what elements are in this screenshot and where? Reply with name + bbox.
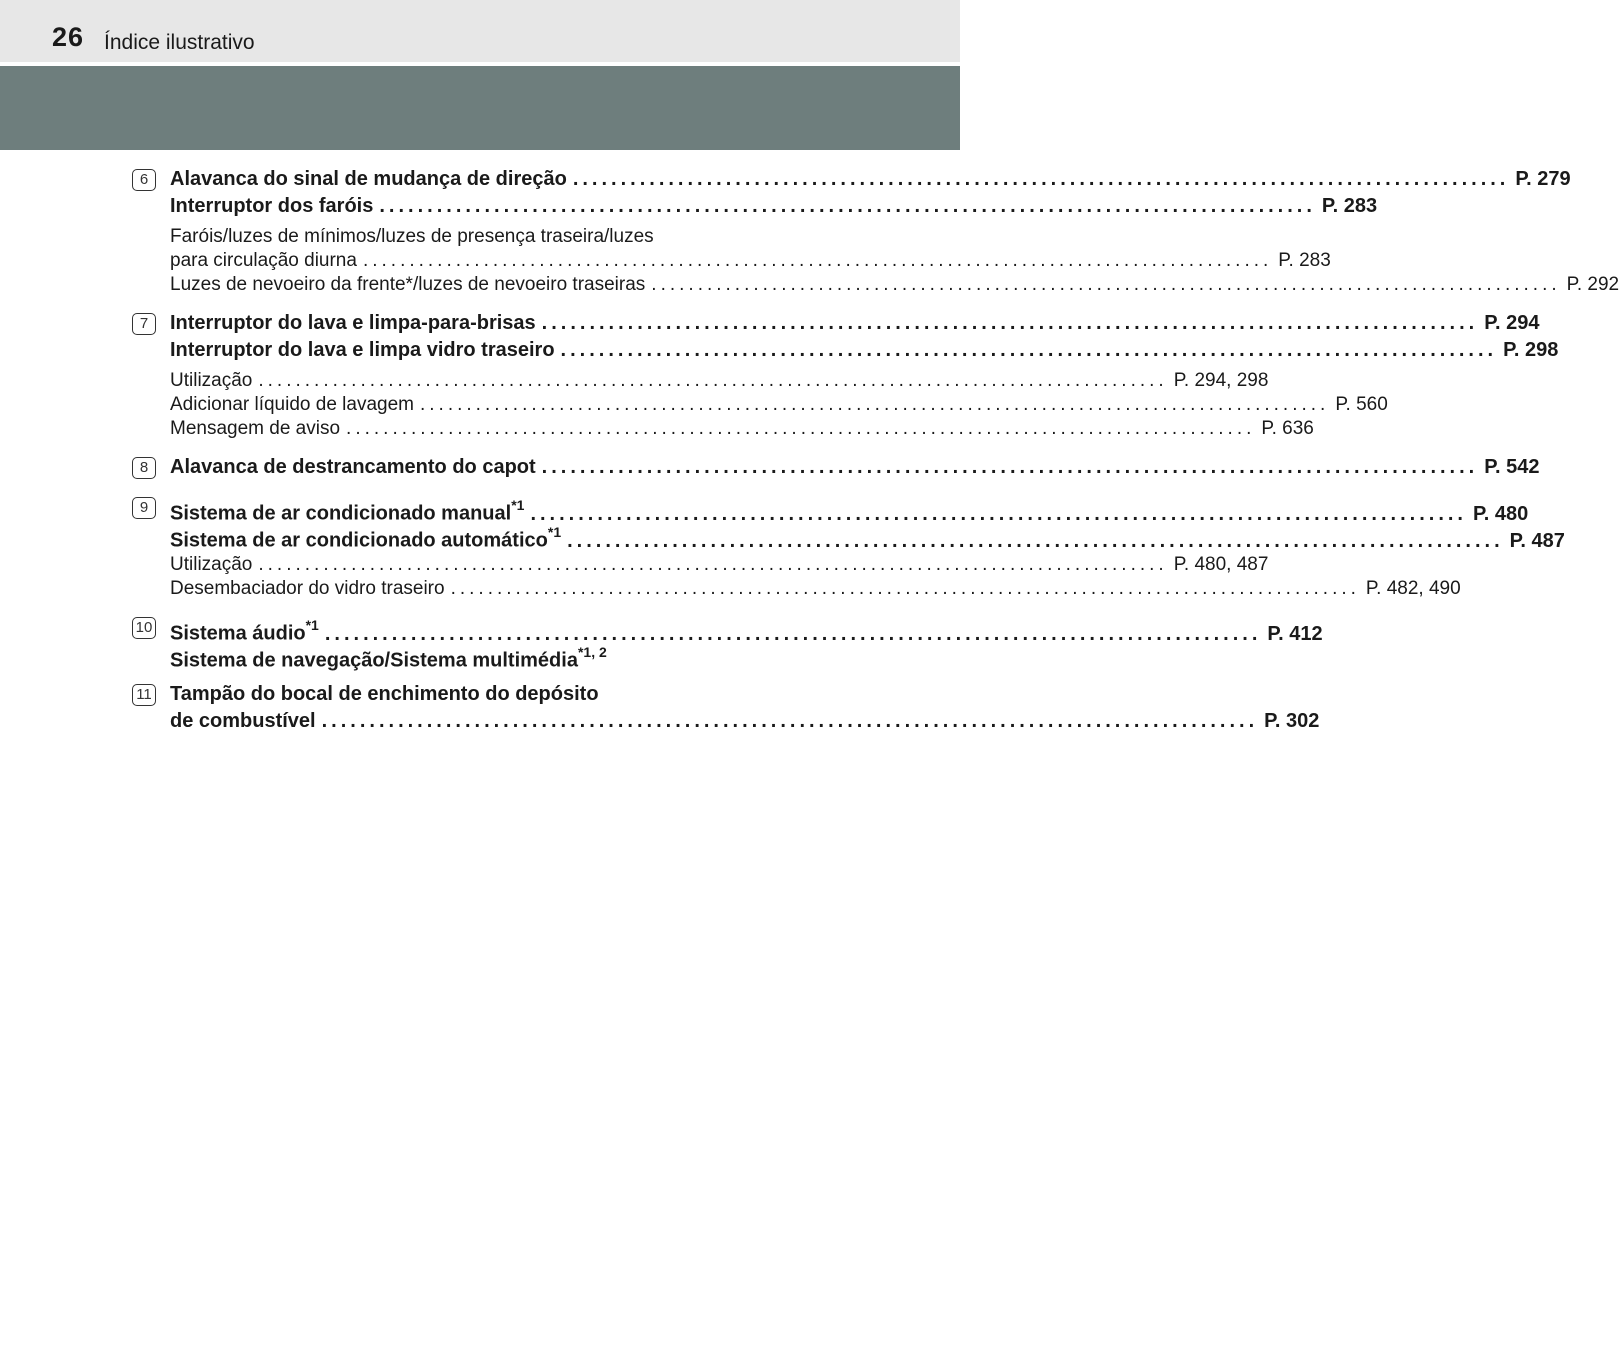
page-reference: P. 292: [1566, 274, 1619, 295]
index-subentry: [170, 225, 824, 249]
index-list: [0, 166, 1619, 748]
page-reference: P. 283: [1321, 195, 1378, 217]
index-entry: [170, 614, 1323, 645]
entry-label: Alavanca do sinal de mudança de direção: [170, 168, 567, 190]
subentry-label: Desembaciador do vidro traseiro: [170, 578, 445, 599]
entry-label: Alavanca de destrancamento do capot: [170, 456, 536, 478]
index-entry: [170, 708, 1320, 735]
page-reference: P. 279: [1515, 168, 1571, 190]
item-number-badge: 9: [132, 497, 156, 519]
index-subentry: [170, 273, 1619, 297]
page-number: 26: [52, 22, 85, 52]
index-entry: [170, 641, 824, 672]
page-reference: P. 480, 487: [1173, 554, 1269, 575]
entry-label: Interruptor dos faróis: [170, 195, 374, 217]
entry-label: de combustível: [170, 710, 316, 732]
subentry-label: Faróis/luzes de mínimos/luzes de presença traseira/luzes: [170, 226, 654, 247]
subentry-label: Luzes de nevoeiro da frente*/luzes de nevoeiro traseiras: [170, 274, 646, 295]
index-entry: [170, 310, 1540, 337]
header-band: [0, 66, 960, 150]
item-number-badge: 11: [132, 684, 156, 706]
page-reference: P. 302: [1264, 710, 1320, 732]
dot-leader: ..................................................................................................: [258, 370, 1168, 391]
page-reference: P. 283: [1278, 250, 1331, 271]
index-group: [0, 310, 1559, 441]
index-entry: [170, 494, 1529, 525]
index-subentry: [170, 369, 1269, 393]
dot-leader: ..................................................................................................: [560, 339, 1498, 361]
index-entry: [170, 681, 824, 708]
page-reference: P. 412: [1267, 622, 1323, 645]
entry-label: Interruptor do lava e limpa-para-brisas: [170, 312, 536, 334]
item-number-badge: 10: [132, 617, 156, 639]
index-group: [0, 681, 1320, 735]
footnote-marker: *1, 2: [577, 644, 607, 660]
index-subentry: [170, 553, 1269, 577]
entry-label: Sistema de ar condicionado manual$^{*1}$: [170, 497, 525, 525]
dot-leader: ..................................................................................................: [324, 622, 1262, 645]
index-entry: [170, 166, 1571, 193]
page-reference: P. 560: [1335, 394, 1388, 415]
index-entry: [170, 337, 1559, 364]
index-entry: [170, 521, 1565, 552]
page-reference: P. 298: [1503, 339, 1559, 361]
index-group: [0, 166, 1619, 297]
footnote-marker: *1: [305, 617, 319, 633]
entry-label: Sistema áudio$^{*1}$: [170, 617, 319, 645]
footnote-marker: *1: [511, 497, 525, 513]
page-reference: P. 482, 490: [1365, 578, 1461, 599]
section-title: Índice ilustrativo: [104, 31, 255, 54]
entry-label: Tampão do bocal de enchimento do depósito: [170, 683, 599, 705]
dot-leader: ..................................................................................................: [572, 168, 1510, 190]
dot-leader: ..................................................................................................: [379, 195, 1316, 217]
index-group: [0, 454, 1540, 481]
dot-leader: ..................................................................................................: [346, 418, 1256, 439]
dot-leader: ..................................................................................................: [567, 529, 1504, 552]
dot-leader: ..................................................................................................: [541, 456, 1479, 478]
dot-leader: ..................................................................................................: [258, 554, 1168, 575]
dot-leader: ..................................................................................................: [321, 710, 1259, 732]
page-reference: P. 636: [1261, 418, 1314, 439]
dot-leader: ..................................................................................................: [651, 274, 1561, 295]
item-number-badge: 8: [132, 457, 156, 479]
index-subentry: [170, 249, 1331, 273]
page-reference: P. 480: [1473, 502, 1529, 525]
subentry-label: Utilização: [170, 370, 253, 391]
page-reference: P. 487: [1509, 529, 1565, 552]
page-reference: P. 542: [1484, 456, 1540, 478]
index-entry: [170, 454, 1540, 481]
entry-label: Sistema de navegação/Sistema multimédia$^{*1, 2}$: [170, 644, 607, 672]
page-reference: P. 294: [1484, 312, 1540, 334]
index-subentry: [170, 393, 1388, 417]
entry-label: Interruptor do lava e limpa vidro traseiro: [170, 339, 555, 361]
entry-label: Sistema de ar condicionado automático$^{*1}$: [170, 524, 562, 552]
subentry-label: Adicionar líquido de lavagem: [170, 394, 414, 415]
index-group: [0, 614, 1323, 672]
index-subentry: [170, 417, 1314, 441]
item-number-badge: 7: [132, 313, 156, 335]
footnote-marker: *1: [547, 524, 562, 540]
index-subentry: [170, 577, 1461, 601]
page-reference: P. 294, 298: [1173, 370, 1269, 391]
subentry-label: Mensagem de aviso: [170, 418, 341, 439]
subentry-label: Utilização: [170, 554, 253, 575]
subentry-label: para circulação diurna: [170, 250, 357, 271]
index-group: [0, 494, 1565, 601]
dot-leader: ..................................................................................................: [450, 578, 1360, 599]
dot-leader: ..................................................................................................: [541, 312, 1479, 334]
item-number-badge: 6: [132, 169, 156, 191]
index-entry: [170, 193, 1378, 220]
dot-leader: ..................................................................................................: [420, 394, 1330, 415]
dot-leader: ..................................................................................................: [530, 502, 1467, 525]
dot-leader: ..................................................................................................: [362, 250, 1273, 271]
